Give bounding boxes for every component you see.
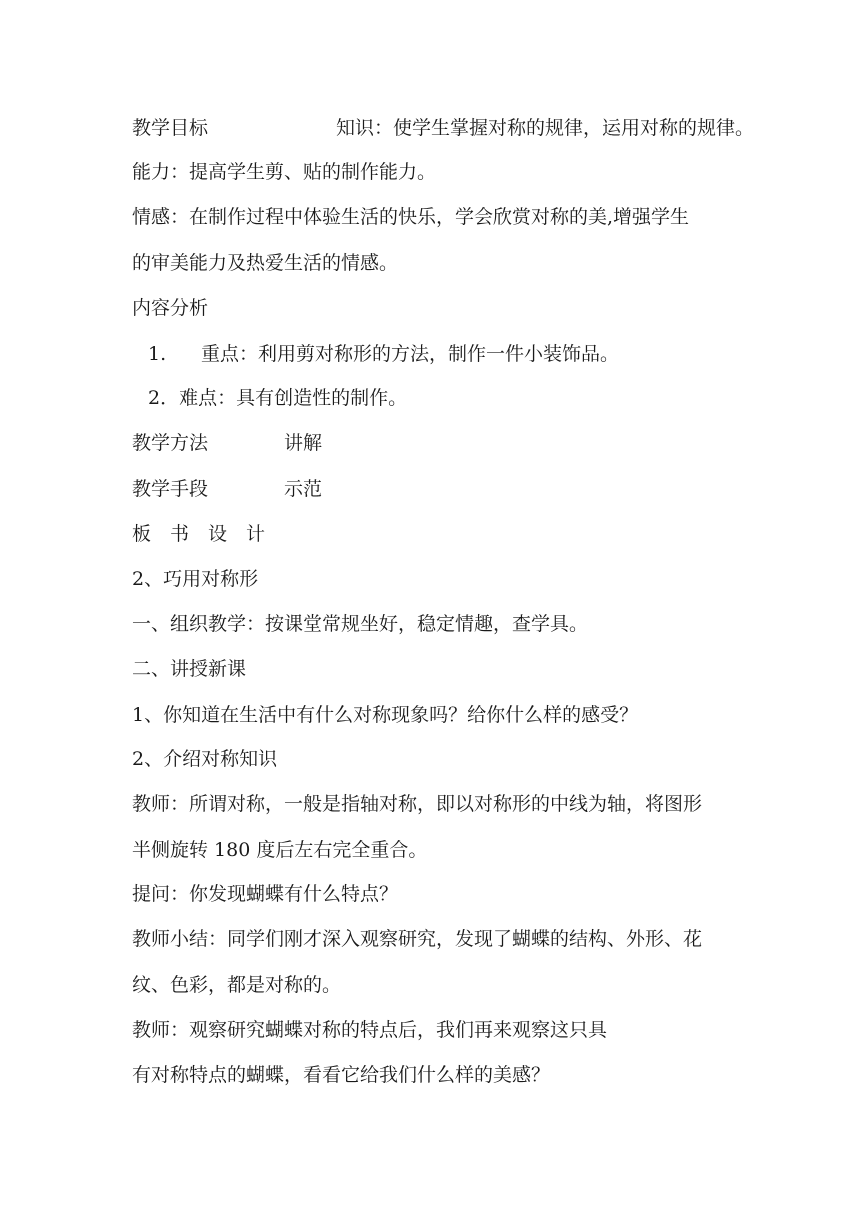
teaching-means-line — [132, 477, 322, 501]
teacher2-line-2: 有对称特点的蝴蝶，看看它给我们什么样的美感？ — [132, 1064, 551, 1086]
question-1: 1、你知道在生活中有什么对称现象吗？给你什么样的感受？ — [132, 704, 639, 726]
emotion-line-2: 的审美能力及热爱生活的情感。 — [132, 252, 399, 274]
difficult-point-item: 2．难点：具有创造性的制作。 — [148, 387, 408, 409]
board-design-heading: 板书设计 — [132, 523, 285, 545]
emotion-line-1: 情感：在制作过程中体验生活的快乐，学会欣赏对称的美,增强学生 — [132, 206, 690, 228]
key-point-text: 重点：利用剪对称形的方法，制作一件小装饰品。 — [201, 343, 620, 365]
step-new-lesson: 二、讲授新课 — [132, 658, 247, 680]
key-point-number: 1. — [148, 343, 167, 365]
step-organize: 一、组织教学：按课堂常规坐好，稳定情趣，查学具。 — [132, 613, 589, 635]
lesson-title: 2、巧用对称形 — [132, 568, 259, 590]
summary-line-1: 教师小结：同学们刚才深入观察研究，发现了蝴蝶的结构、外形、花 — [132, 928, 703, 950]
teaching-goal-line — [132, 116, 754, 140]
teacher-line-2: 半侧旋转 180 度后左右完全重合。 — [132, 839, 428, 861]
content-analysis-heading: 内容分析 — [132, 297, 209, 319]
goal-knowledge-text: 知识：使学生掌握对称的规律，运用对称的规律。 — [336, 117, 755, 139]
summary-line-2: 纹、色彩，都是对称的。 — [132, 974, 342, 996]
teaching-means-value: 示范 — [284, 478, 323, 500]
teaching-method-line — [132, 431, 322, 455]
ability-line: 能力：提高学生剪、贴的制作能力。 — [132, 161, 437, 183]
ask-line: 提问：你发现蝴蝶有什么特点？ — [132, 883, 399, 905]
teacher2-line-1: 教师：观察研究蝴蝶对称的特点后，我们再来观察这只具 — [132, 1019, 608, 1041]
teacher-line-1: 教师：所谓对称，一般是指轴对称，即以对称形的中线为轴，将图形 — [132, 793, 703, 815]
teaching-means-label: 教学手段 — [132, 478, 209, 500]
teaching-goal-label: 教学目标 — [132, 117, 209, 139]
teaching-method-label: 教学方法 — [132, 432, 209, 454]
key-point-item — [148, 342, 619, 366]
teaching-method-value: 讲解 — [284, 432, 323, 454]
question-2: 2、介绍对称知识 — [132, 748, 278, 770]
